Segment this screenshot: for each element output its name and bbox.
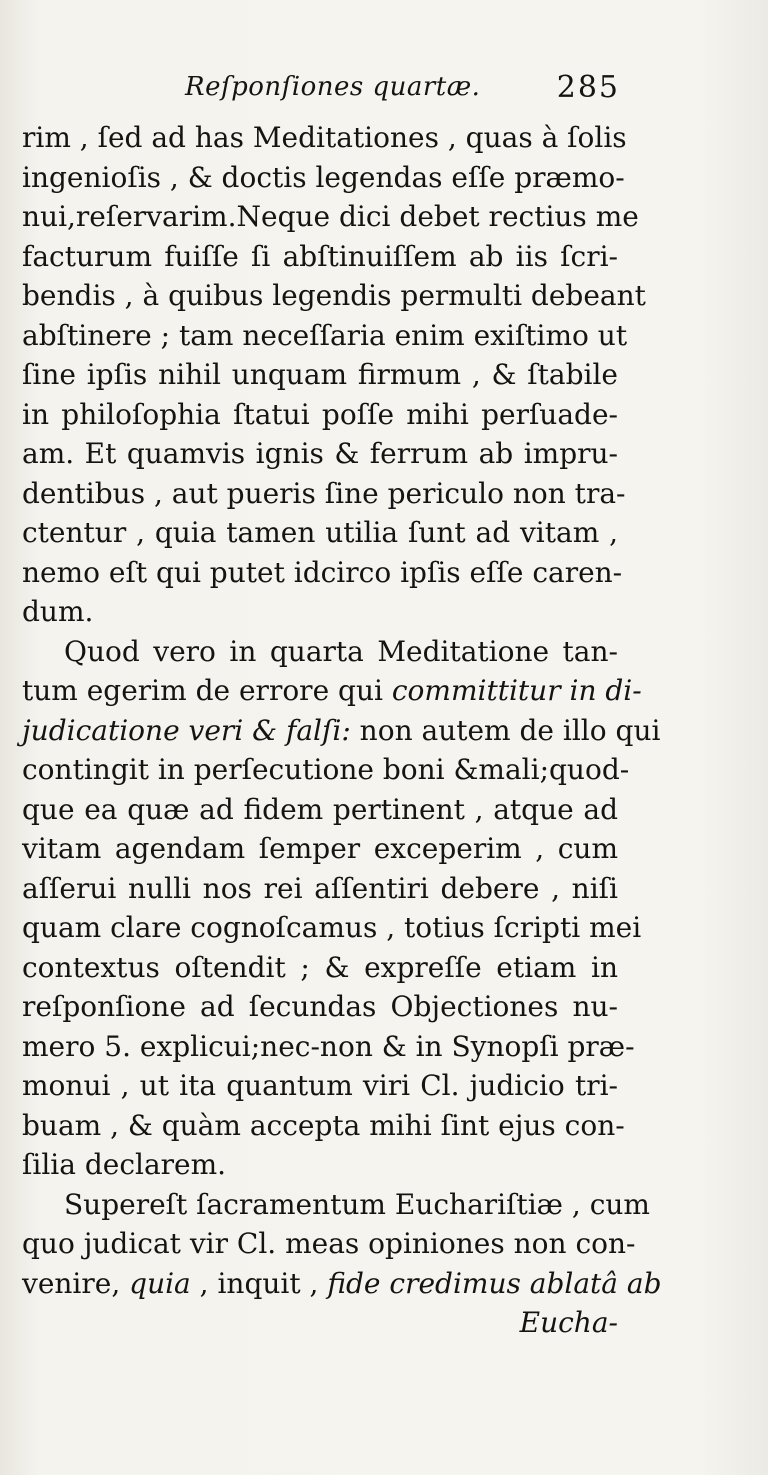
text-line: contextus oſtendit ; & expreſſe etiam in bbox=[22, 950, 618, 984]
text-line: in philoſophia ſtatui poſſe mihi perſuade- bbox=[22, 397, 618, 431]
text-line: facturum fuiſſe ſi abſtinuiſſem ab iis ſcri- bbox=[22, 239, 618, 273]
text-line: ctentur , quia tamen utilia ſunt ad vitam , bbox=[22, 516, 618, 549]
text-line: nui,reſervarim.Neque dici debet rectius me bbox=[22, 200, 639, 233]
text-run: venire, bbox=[22, 1266, 121, 1300]
text-line: reſponſione ad ſecundas Objectiones nu- bbox=[22, 990, 618, 1023]
text-line: rim , ſed ad has Meditationes , quas à ſolis bbox=[22, 121, 627, 154]
running-title: Reſponſiones quartæ. bbox=[185, 72, 481, 102]
paragraph-2 bbox=[22, 632, 661, 1185]
text-line: ſine ipſis nihil unquam firmum , & ſtabile bbox=[22, 358, 618, 391]
text-line: mero 5. explicui;nec-non & in Synopſi præ- bbox=[22, 1029, 635, 1063]
text-line: ingenioſis , & doctis legendas eſſe præmo- bbox=[22, 160, 625, 194]
text-line: nemo eſt qui putet idcirco ipſis eſſe caren- bbox=[22, 555, 623, 589]
catchword: Eucha- bbox=[519, 1306, 618, 1339]
text-line: Quod vero in quarta Meditatione tan- bbox=[64, 634, 618, 668]
italic-run: quia bbox=[129, 1266, 191, 1300]
text-line: abſtinere ; tam neceſſaria enim exiſtimo ut bbox=[22, 318, 628, 352]
page-header bbox=[20, 72, 620, 112]
text-line: monui , ut ita quantum viri Cl. judicio tri- bbox=[22, 1069, 618, 1102]
text-run: non autem de illo qui bbox=[359, 713, 661, 747]
italic-run: committitur in di- bbox=[391, 674, 642, 707]
italic-run: fide credimus ablatâ ab bbox=[327, 1266, 662, 1300]
text-line: contingit in perſecutione boni &mali;quod- bbox=[22, 753, 630, 786]
text-line bbox=[22, 711, 661, 751]
page-number: 285 bbox=[556, 70, 620, 105]
text-line: quam clare cognoſcamus , totius ſcripti mei bbox=[22, 911, 642, 944]
text-line: aſſerui nulli nos rei aſſentiri debere , niſi bbox=[22, 871, 618, 905]
text-run: , inquit , bbox=[199, 1266, 319, 1300]
text-run: tum egerim de errore qui bbox=[22, 674, 383, 707]
italic-run: judicatione veri & falſi: bbox=[22, 713, 351, 747]
text-line: ſilia declarem. bbox=[22, 1148, 227, 1181]
text-line bbox=[22, 1264, 662, 1304]
text-line: Supereſt ſacramentum Euchariſtiæ , cum bbox=[64, 1187, 650, 1221]
text-line: que ea quæ ad fidem pertinent , atque ad bbox=[22, 792, 618, 826]
text-line: dum. bbox=[22, 595, 94, 628]
text-line: am. Et quamvis ignis & ferrum ab impru- bbox=[22, 437, 618, 470]
text-line: dentibus , aut pueris ſine periculo non tra- bbox=[22, 476, 626, 510]
text-block bbox=[22, 118, 662, 1343]
text-line: bendis , à quibus legendis permulti debeant bbox=[22, 279, 646, 312]
text-line: quo judicat vir Cl. meas opiniones non con- bbox=[22, 1227, 636, 1260]
catchword-line bbox=[22, 1303, 618, 1343]
text-line: buam , & quàm accepta mihi ſint ejus con- bbox=[22, 1108, 625, 1142]
paragraph-1 bbox=[22, 118, 646, 632]
text-line bbox=[22, 671, 642, 711]
paragraph-3 bbox=[22, 1185, 662, 1304]
text-line: vitam agendam ſemper exceperim , cum bbox=[22, 832, 618, 865]
